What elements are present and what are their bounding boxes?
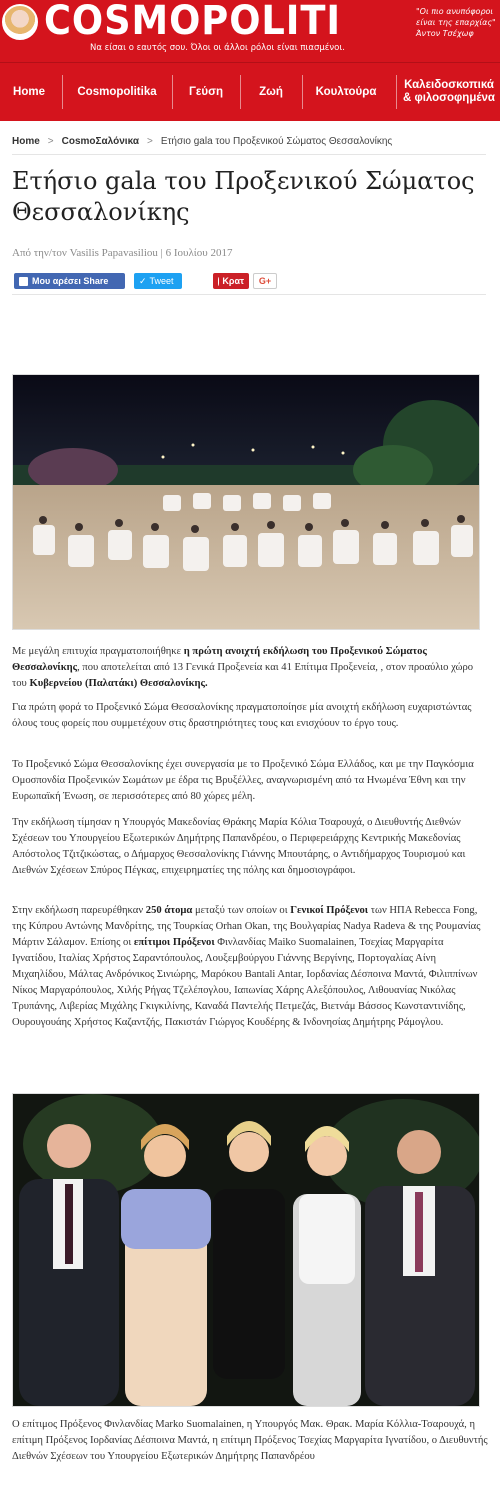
text-bold: επίτιμοι Πρόξενοι (133, 937, 215, 948)
article-paragraph-3: Το Προξενικό Σώμα Θεσσαλονίκης έχει συνεργασία με το Προξενικό Σώμα Ελλάδος, και με την Παγκόσμια Ομοσπονδία Προξενικών Σωμάτων με έδρα τις Βρυξέλλες, αναγνωρισμένη από τα Ηνωμένα Έθνη και την Ευρωπαϊκή Ένωση, σε περισσότερες από 80 χώρες μέλη. (12, 759, 474, 802)
site-tagline: Να είσαι ο εαυτός σου. Όλοι οι άλλοι ρόλοι είναι πιασμένοι. (90, 43, 345, 53)
article-title: Ετήσιο gala του Προξενικού Σώματος Θεσσαλονίκης (12, 167, 475, 226)
article-photo-gala (12, 374, 480, 630)
nav-item-kaleidoskopika[interactable]: Καλειδοσκοπικά & φιλοσοφημένα (402, 79, 496, 104)
breadcrumb-separator: > (146, 136, 153, 147)
breadcrumb-current: Ετήσιο gala του Προξενικού Σώματος Θεσσαλονίκης (160, 136, 393, 147)
site-avatar[interactable] (2, 4, 38, 40)
facebook-share-button[interactable] (14, 273, 125, 289)
article-paragraph-5 (12, 903, 488, 1031)
text-bold: Κυβερνείου (Παλατάκι) Θεσσαλονίκης. (29, 678, 208, 689)
nav-divider (240, 75, 241, 109)
group-photo-illustration (13, 1094, 479, 1406)
article-byline: Από την/τον Vasilis Papavasiliou | 6 Ιουλίου 2017 (12, 247, 233, 259)
text-span: Με μεγάλη επιτυχία πραγματοποιήθηκε (12, 646, 184, 657)
text-span: Στην εκδήλωση παρευρέθηκαν (12, 905, 146, 916)
breadcrumb (12, 136, 392, 147)
article-paragraph-2: Για πρώτη φορά το Προξενικό Σώμα Θεσσαλονίκης πραγματοποίησε μία ανοιχτή εκδήλωση ευχαριστώντας όλους τους φορείς που συμμετέχουν στις δραστηριότητες τους και ενισχύουν το έργο τους. (12, 702, 472, 729)
article-paragraph-4: Την εκδήλωση τίμησαν η Υπουργός Μακεδονίας Θράκης Μαρία Κόλια Τσαρουχά, ο Διευθυντής Διεθνών Σχέσεων του Υπουργείου Εξωτερικών Δημήτρης Παπανδρέου, ο Περιφερειάρχης Κεντρικής Μακεδονίας Απόστολος Τζιτζικώστας, ο Δήμαρχος Θεσσαλονίκης Γιάννης Μπουτάρης, ο Αντιδήμαρχος Τουρισμού και Διεθνών Σχέσεων Σπύρος Πέγκας, επιχειρηματίες της πόλης και δημοσιογράφοι. (12, 817, 466, 876)
nav-item-cosmopolitika[interactable]: Cosmopolitika (77, 85, 157, 98)
nav-item-geusi[interactable]: Γεύση (189, 85, 223, 98)
tweet-label: Tweet (149, 276, 174, 286)
breadcrumb-home[interactable]: Home (12, 136, 40, 147)
twitter-tweet-button[interactable] (134, 273, 182, 289)
breadcrumb-separator: > (47, 136, 54, 147)
gala-photo-illustration (13, 375, 479, 629)
text-span: μεταξύ των οποίων οι (192, 905, 291, 916)
breadcrumb-section[interactable]: CosmoΣαλόνικα (61, 136, 139, 147)
facebook-like-icon (19, 277, 28, 286)
pinterest-icon (218, 277, 219, 286)
google-plus-label: G+ (258, 276, 272, 286)
main-nav (0, 62, 500, 121)
text-bold: 250 άτομα (145, 905, 193, 916)
google-plus-button[interactable] (253, 273, 277, 289)
pinterest-label: Κρατ (222, 276, 244, 286)
nav-item-koultoura[interactable]: Κουλτούρα (315, 85, 377, 98)
divider (12, 154, 486, 155)
article-paragraph-1 (12, 644, 488, 692)
text-bold: Γενικοί Πρόξενοι (290, 905, 369, 916)
text-span: των ΗΠΑ Rebecca Fong, της Κύπρου Αντώνης Μανδρίτης, της Τουρκίας Orhan Okan, της Βουλγαρίας Nadya Radeva & της Ρουμανίας Μάρτιν Σάλαμον. Επίσης οι (12, 905, 481, 948)
nav-item-zoi[interactable]: Ζωή (259, 85, 283, 98)
nav-divider (396, 75, 397, 109)
text-bold: η πρώτη ανοιχτή εκδήλωση του Προξενικού Σώματος Θεσσαλονίκης (12, 646, 427, 673)
text-span: Φινλανδίας Maikο Suomalainen, Τσεχίας Μαργαρίτα Ιγνατίδου, Ιταλίας Χρήστος Σαραντόπουλος, Λουξεμβούργου Γιάννης Βεργίνης, Πορτογαλίας Αίνη Μιχαηλίδου, Μάλτας Ανδρόνικος Σινιώρης, Μαρόκου Bantali Antar, Ιορδανίας Δέσποινα Μαντά, Φιλιππίνων Νίκος Μαργαρόπουλος, Χιλής Ρήγας Τζελέπογλου, Ιαπωνίας Χάρης Αλεξόπουλος, Λιθουανίας Νικόλας Τρυπάνης, Λιβερίας Μιχάλης Γκιγκιλίνης, Καναδά Παντελής Πετμεζάς, Βιετνάμ Βάσσος Κωνσταντινίδης, Ουρουγουάης Χρήστος Καζαντζής, Πακιστάν Γιώργος Κουδέρης & Ινδονησίας Δημήτρης Ράμογλου. (12, 937, 478, 1028)
nav-divider (172, 75, 173, 109)
header-quote: "Οι πιο ανυπόφοροι είναι της επαρχίας" Άντον Τσέχωφ (416, 7, 496, 38)
nav-item-home[interactable]: Home (13, 85, 45, 98)
site-header (0, 0, 500, 62)
twitter-bird-icon: ✓ (139, 275, 147, 286)
article-photo-group (12, 1093, 480, 1407)
nav-divider (62, 75, 63, 109)
facebook-share-label: Μου αρέσει Share (32, 276, 109, 286)
site-logo[interactable]: COSMOPOLITI (44, 0, 342, 44)
pinterest-save-button[interactable] (213, 273, 249, 289)
text-span: , που αποτελείται από 13 Γενικά Προξενεία και 41 Επίτιμα Προξενεία, , στον προαύλιο χώρο του (12, 662, 474, 689)
nav-divider (302, 75, 303, 109)
photo-caption: Ο επίτιμος Πρόξενος Φινλανδίας Markο Suomalainen, η Υπουργός Μακ. Θρακ. Μαρία Κόλλια-Τσαρουχά, η επίτιμη Πρόξενος Ιορδανίας Δέσποινα Μαντά, η επίτιμη Πρόξενος Τσεχίας Μαργαρίτα Ιγνατίδου, ο Διευθυντής Διεθνών Σχέσεων του Υπουργείου Εξωτερικών Δημήτρης Παπανδρέου (12, 1419, 488, 1462)
